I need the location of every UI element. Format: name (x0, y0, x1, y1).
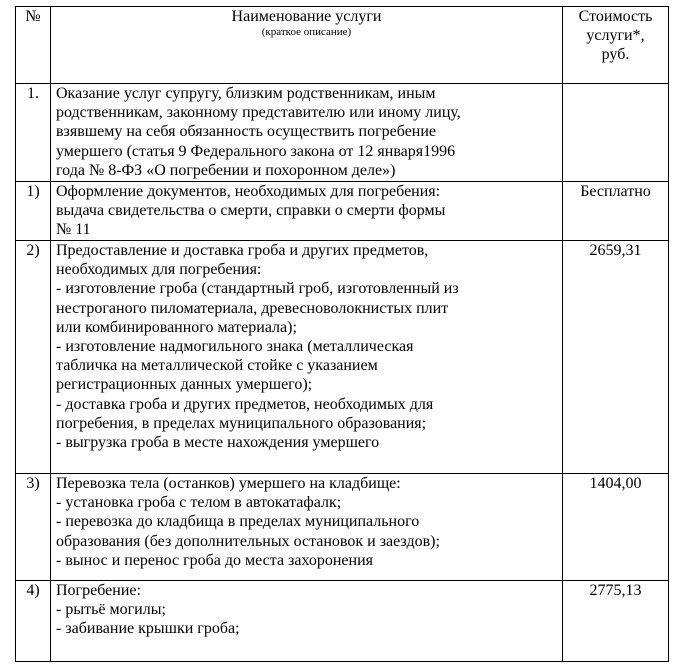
description-line: умершего (статья 9 Федерального закона от 12 января1996 (56, 142, 456, 160)
header-service-name-title: Наименование услуги (231, 8, 382, 25)
description-line: Предоставление и доставка гроба и других предметов, (56, 242, 429, 259)
table-row (16, 241, 669, 474)
description-line: - изготовление гроба (стандартный гроб, изготовленный из (56, 280, 459, 298)
description-line: Оформление документов, необходимых для погребения: (56, 183, 441, 200)
description-line: погребения, в пределах муниципального образования; (56, 414, 427, 432)
description-line: - установка гроба с телом в автокатафалк; (56, 494, 342, 512)
description-line: нестроганого пиломатериала, древесноволокнистых плит (56, 299, 449, 317)
services-price-table (15, 6, 669, 662)
description-line: выдача свидетельства о смерти, справки о смерти формы (56, 202, 446, 220)
description-line: или комбинированного материала); (56, 318, 297, 336)
description-line: необходимых для погребения: (56, 261, 262, 279)
header-number: № (16, 7, 51, 84)
row-number: 1. (16, 84, 51, 182)
row-price: 2659,31 (563, 241, 669, 474)
row-number: 4) (16, 581, 51, 662)
row-number: 3) (16, 474, 51, 581)
description-line: Погребение: (56, 582, 141, 599)
description-line: - перевозка до кладбища в пределах муниципального (56, 513, 420, 531)
table-row (16, 84, 669, 182)
description-line: - рытьё могилы; (56, 601, 166, 619)
row-number: 1) (16, 182, 51, 241)
header-price (563, 7, 669, 84)
description-line: регистрационных данных умершего); (56, 376, 313, 394)
description-line: образования (без дополнительных остановок и заездов); (56, 532, 440, 550)
row-price: 1404,00 (563, 474, 669, 581)
table-row (16, 474, 669, 581)
row-number: 2) (16, 241, 51, 474)
row-description (51, 84, 563, 182)
header-service-name-subtitle: (краткое описание) (261, 26, 352, 39)
row-price: 2775,13 (563, 581, 669, 662)
header-price-line: услуги*, (586, 27, 645, 45)
description-line: взявшему на себя обязанность осуществить погребение (56, 123, 437, 141)
description-line: года № 8-ФЗ «О погребении и похоронном деле») (56, 161, 396, 179)
header-service-name (51, 7, 563, 84)
description-line: - выгрузка гроба в месте нахождения умершего (56, 434, 380, 452)
description-line: Перевозка тела (останков) умершего на кладбище: (56, 475, 401, 492)
description-line: табличка на металлической стойке с указанием (56, 357, 378, 375)
description-line: - изготовление надмогильного знака (металлическая (56, 338, 414, 356)
table-row (16, 581, 669, 662)
row-description (51, 581, 563, 662)
row-price (563, 84, 669, 182)
description-line: - забивание крышки гроба; (56, 620, 240, 638)
description-line: - доставка гроба и других предметов, необходимых для (56, 395, 434, 413)
row-description (51, 182, 563, 241)
description-line: родственникам, законному представителю или иному лицу, (56, 104, 461, 122)
table-row (16, 182, 669, 241)
description-line: - вынос и перенос гроба до места захоронения (56, 551, 374, 569)
description-line: Оказание услуг супругу, близким родственникам, иным (56, 85, 436, 102)
header-price-line: Стоимость (578, 8, 653, 25)
row-description (51, 474, 563, 581)
row-price: Бесплатно (563, 182, 669, 241)
description-line: № 11 (56, 221, 91, 239)
row-description (51, 241, 563, 474)
table-header-row (16, 7, 669, 84)
header-price-line: руб. (601, 46, 630, 64)
